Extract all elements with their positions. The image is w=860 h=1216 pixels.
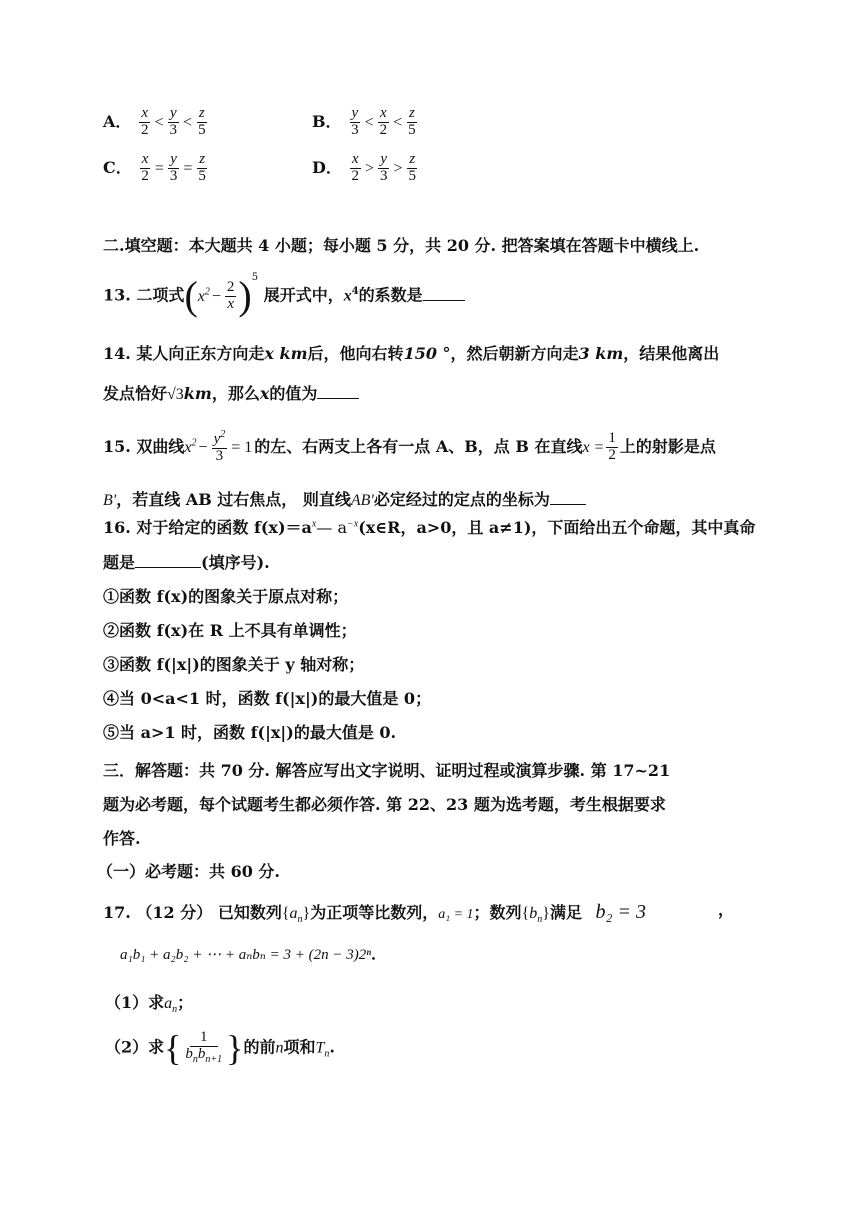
section3-line1: 三．解答题：共 70 分. 解答应写出文字说明、证明过程或演算步骤. 第 17~21 — [103, 761, 671, 780]
section2-header: 二.填空题：本大题共 4 小题；每小题 5 分，共 20 分. 把答案填在答题卡中横线上. — [103, 236, 700, 255]
q16-item-3: ③函数 f(|x|)的图象关于 y 轴对称； — [103, 655, 365, 674]
option-b: B． $\frac{y}{3}$ < $\frac{x}{2}$ < $\frac{z}{5}$ — [312, 105, 416, 138]
q16-item-1: ①函数 f(x)的图象关于原点对称； — [103, 587, 349, 606]
question-16-line1: 16. 对于给定的函数 $f(x)=a^x—$ $a^{-x}(x\in R$，a>0，且 a≠1)，下面给出五个命题，其中真命 — [103, 518, 756, 537]
q16-item-2: ②函数 f(x)在 R 上不具有单调性； — [103, 621, 357, 640]
option-d-label: D． — [312, 157, 342, 177]
section3-line2: 题为必考题，每个试题考生都必须作答. 第 22、23 题为选考题，考生根据要求 — [103, 795, 666, 814]
question-17-line1: 17. （12 分） 已知数列$\{a_n\}$为正项等比数列，a₁ = 1；数列$\{b_n\}$满足 b₂ = 3 ， — [103, 900, 735, 926]
option-d: D． $\frac{x}{2}$ > $\frac{y}{3}$ > $\frac{z}{5}$ — [312, 151, 417, 184]
question-14-line1: 14. 某人向正东方向走x km后，他向右转150 °，然后朝新方向走3 km，结果他离出 — [103, 344, 720, 363]
section3-sub: （一）必考题：共 60 分. — [97, 862, 280, 881]
question-15-line1: 15. 双曲线$x^2$ − $\frac{y^2}{3}$ = 1 的左、右两支上各有一点 A、B，点 B 在直线x = $\frac{1}{2}$ 上的射影是点 — [103, 429, 716, 464]
option-a-label: A． — [103, 111, 132, 131]
answer-blank-15[interactable] — [550, 490, 586, 505]
question-14-line2: 发点恰好√3km，那么x的值为 — [103, 384, 359, 404]
option-c-label: C． — [103, 157, 132, 177]
question-16-line2: 题是 (填序号). — [103, 553, 270, 572]
question-17-part1: （1）求$a_n$； — [105, 993, 194, 1016]
q16-item-5: ⑤当 a>1 时，函数 f(|x|)的最大值是 0. — [103, 723, 397, 742]
section3-line3: 作答. — [103, 829, 141, 848]
question-17-sum: a₁b₁ + a₂b₂ + ⋯ + aₙbₙ = 3 + (2n − 3)2ⁿ． — [120, 944, 387, 963]
answer-blank-14[interactable] — [317, 384, 359, 399]
question-15-line2: B'，若直线 AB 过右焦点， 则直线AB'必定经过的定点的坐标为 — [103, 490, 586, 510]
question-13: 13. 二项式($x^2$ − $\frac{2}{x}$ )$^5$ 展开式中，$x^4$的系数是 — [103, 276, 465, 316]
answer-blank-13[interactable] — [423, 286, 465, 301]
option-c: C． $\frac{x}{2}$ = $\frac{y}{3}$ = $\frac{z}{5}$ — [103, 151, 206, 184]
question-17-part2: （2）求{ $\frac{1}{b_nb_{n+1}}$ }的前n项和$T_n$. — [105, 1028, 335, 1068]
answer-blank-16[interactable] — [135, 553, 201, 568]
q16-item-4: ④当 0<a<1 时，函数 f(|x|)的最大值是 0； — [103, 689, 432, 708]
option-a: A． $\frac{x}{2}$ < $\frac{y}{3}$ < $\frac{z}{5}$ — [103, 105, 206, 138]
option-b-label: B． — [312, 111, 342, 131]
